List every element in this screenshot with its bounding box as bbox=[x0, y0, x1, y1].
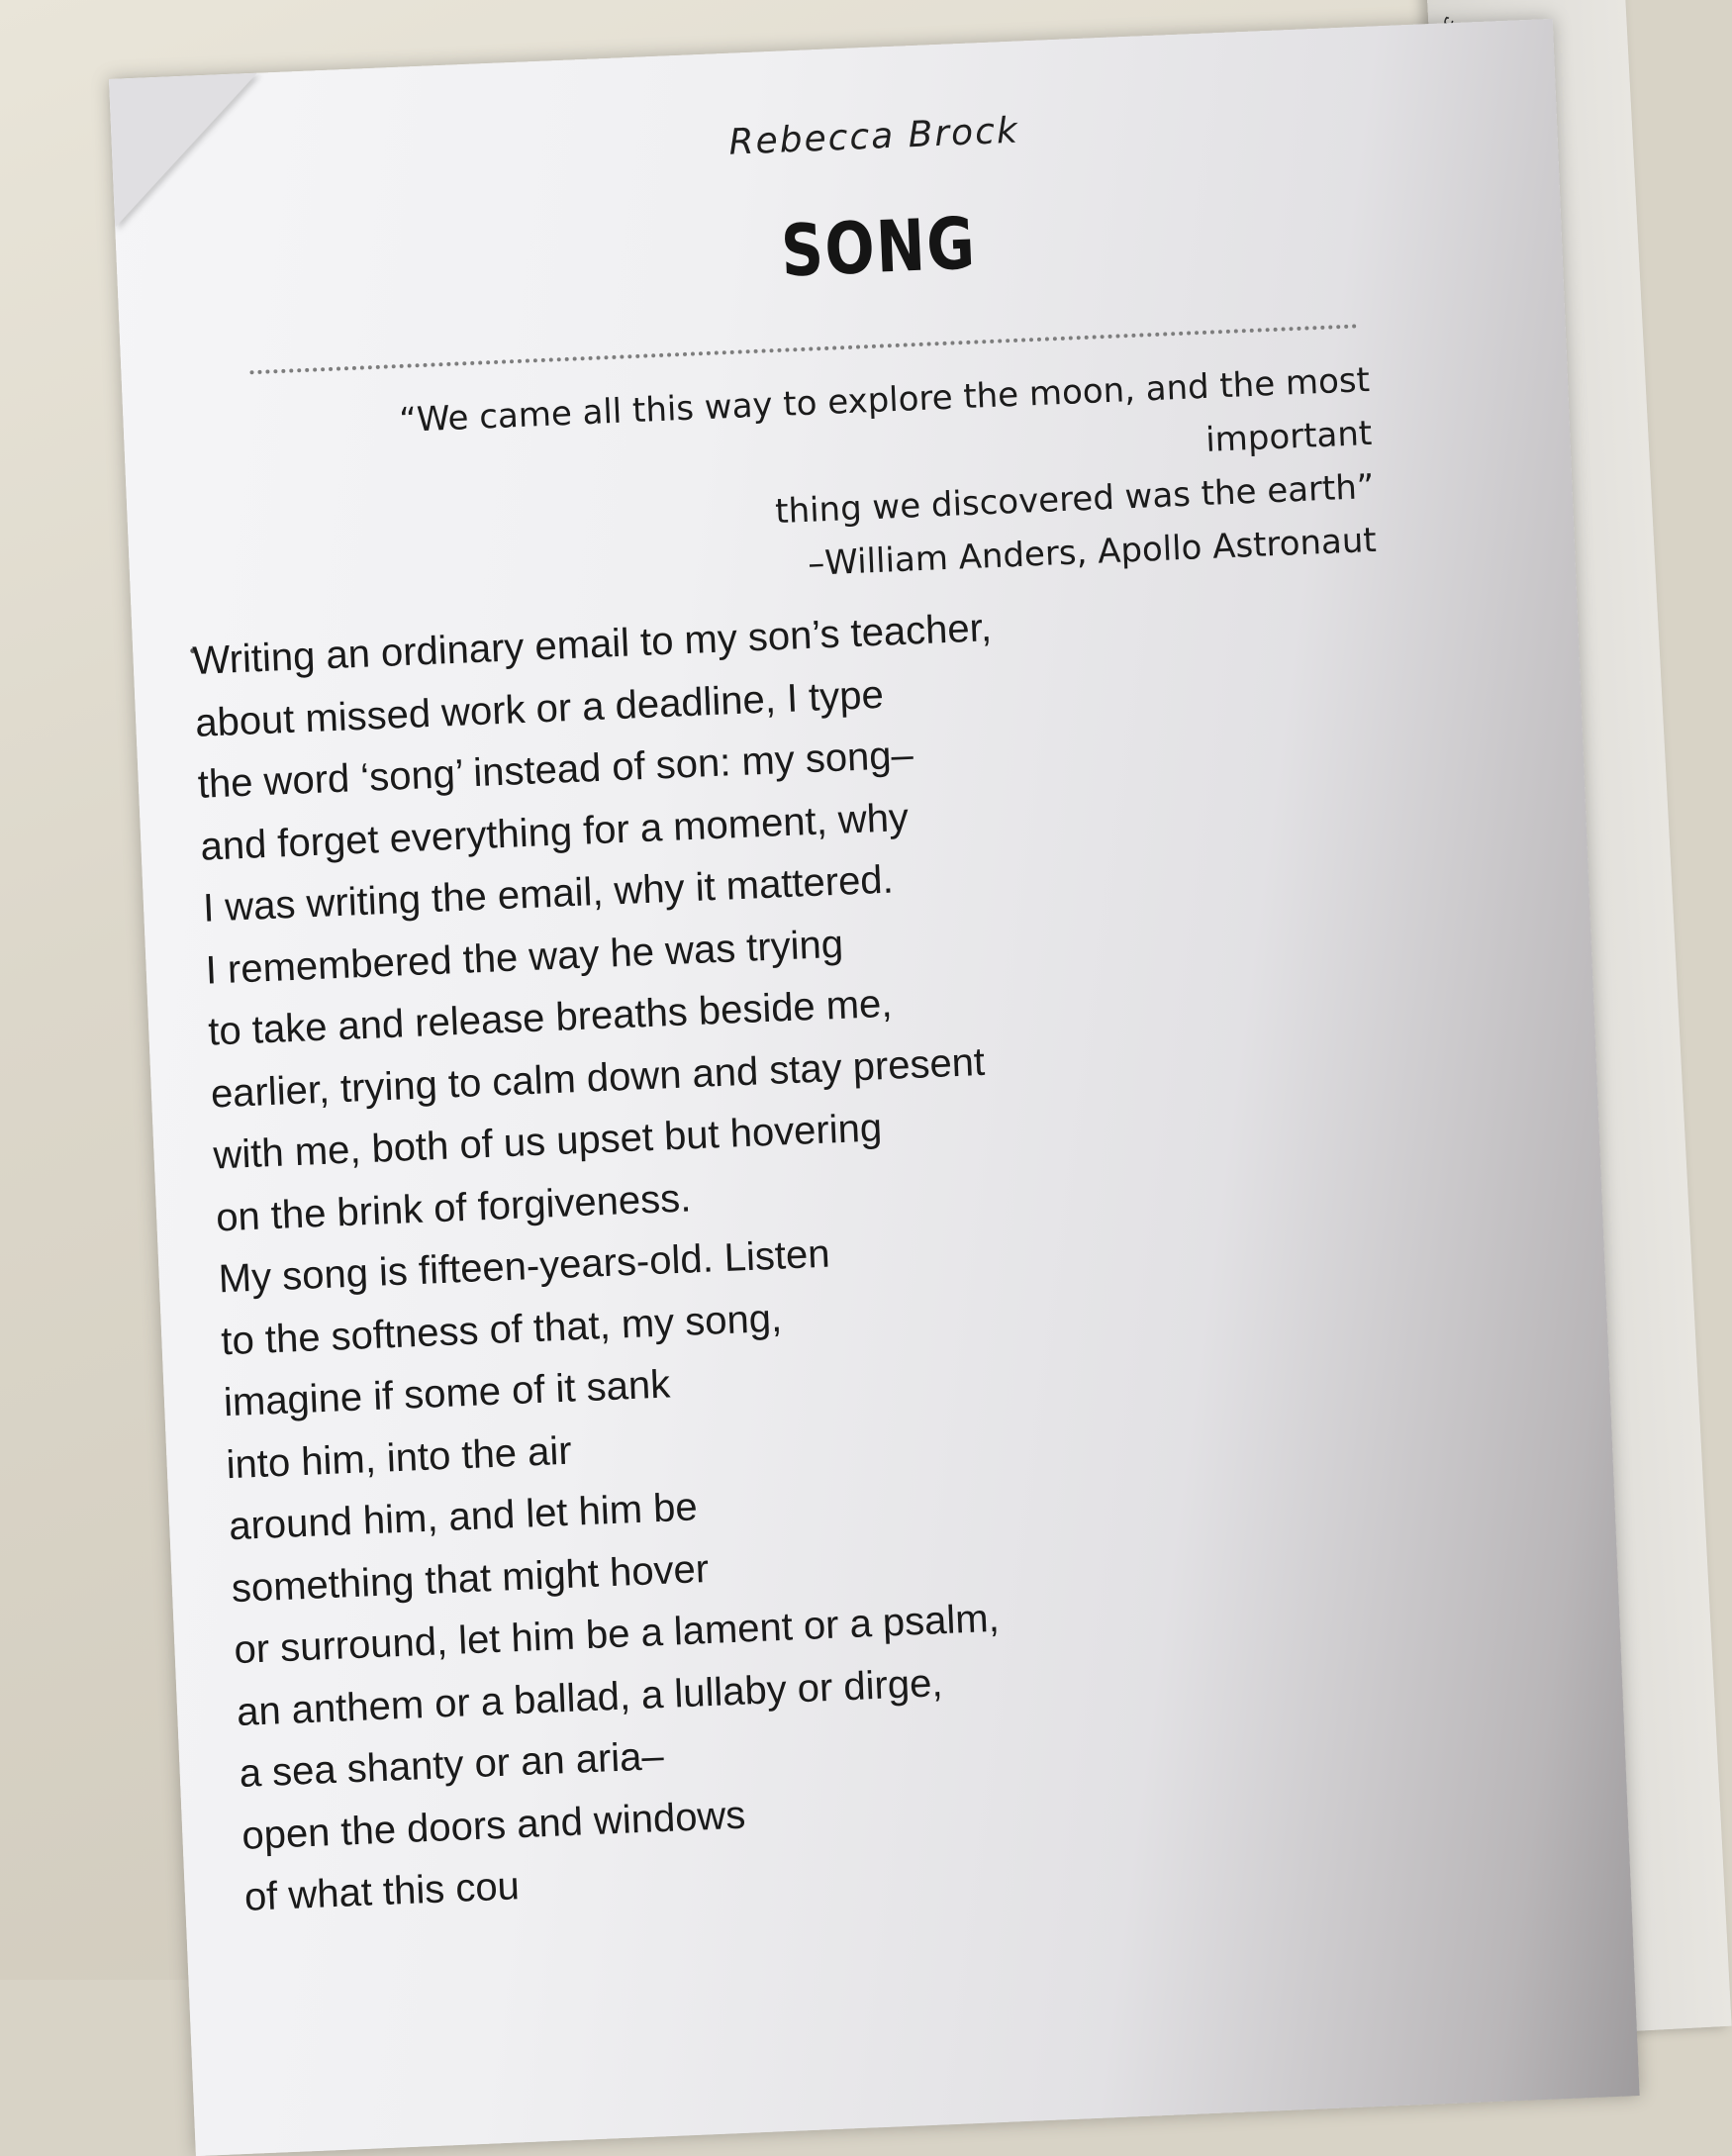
poem-line: about missed work or a deadline, I type bbox=[194, 672, 885, 745]
folded-corner bbox=[109, 73, 263, 228]
epigraph-attribution: –William Anders, Apollo Astronaut bbox=[807, 520, 1378, 584]
poem-line: a sea shanty or an aria– bbox=[238, 1734, 665, 1796]
poem-line: on the brink of forgiveness. bbox=[215, 1175, 693, 1239]
poem-line: the word ‘song’ instead of son: my song– bbox=[197, 733, 914, 807]
epigraph bbox=[271, 353, 1378, 613]
epigraph-line: thing we discovered was the earth” bbox=[774, 466, 1376, 533]
author-name: Rebecca Brock bbox=[727, 110, 1020, 163]
poem-line: imagine if some of it sank bbox=[223, 1362, 671, 1425]
poem-line: something that might hover bbox=[231, 1546, 710, 1611]
poem-line: I was writing the email, why it mattered. bbox=[202, 857, 895, 931]
poem-line: to take and release breaths beside me, bbox=[207, 981, 894, 1054]
poem-line: open the doors and windows bbox=[241, 1793, 747, 1858]
poem-line: Writing an ordinary email to my son’s teacher, bbox=[191, 606, 993, 683]
poem-line: of what this cou bbox=[243, 1864, 521, 1919]
poem-line: and forget everything for a moment, why bbox=[199, 795, 910, 869]
poem-line: into him, into the air bbox=[225, 1428, 573, 1487]
poem-line: with me, both of us upset but hovering bbox=[212, 1106, 883, 1178]
epigraph-line: “We came all this way to explore the moon, and the most important bbox=[398, 359, 1373, 460]
poem-line: an anthem or a ballad, a lullaby or dirge, bbox=[236, 1660, 944, 1734]
poem-line: I remembered the way he was trying bbox=[204, 922, 844, 993]
poem-title: SONG bbox=[779, 201, 979, 293]
poem-line: to the softness of that, my song, bbox=[220, 1296, 783, 1363]
poem-line: or surround, let him be a lament or a psalm, bbox=[233, 1596, 1001, 1673]
poem-body bbox=[191, 589, 1234, 1928]
poem-line: around him, and let him be bbox=[228, 1485, 699, 1549]
poem-page bbox=[109, 19, 1640, 2156]
poem-line: My song is fifteen-years-old. Listen bbox=[217, 1231, 831, 1302]
poem-line: earlier, trying to calm down and stay present bbox=[210, 1039, 986, 1117]
